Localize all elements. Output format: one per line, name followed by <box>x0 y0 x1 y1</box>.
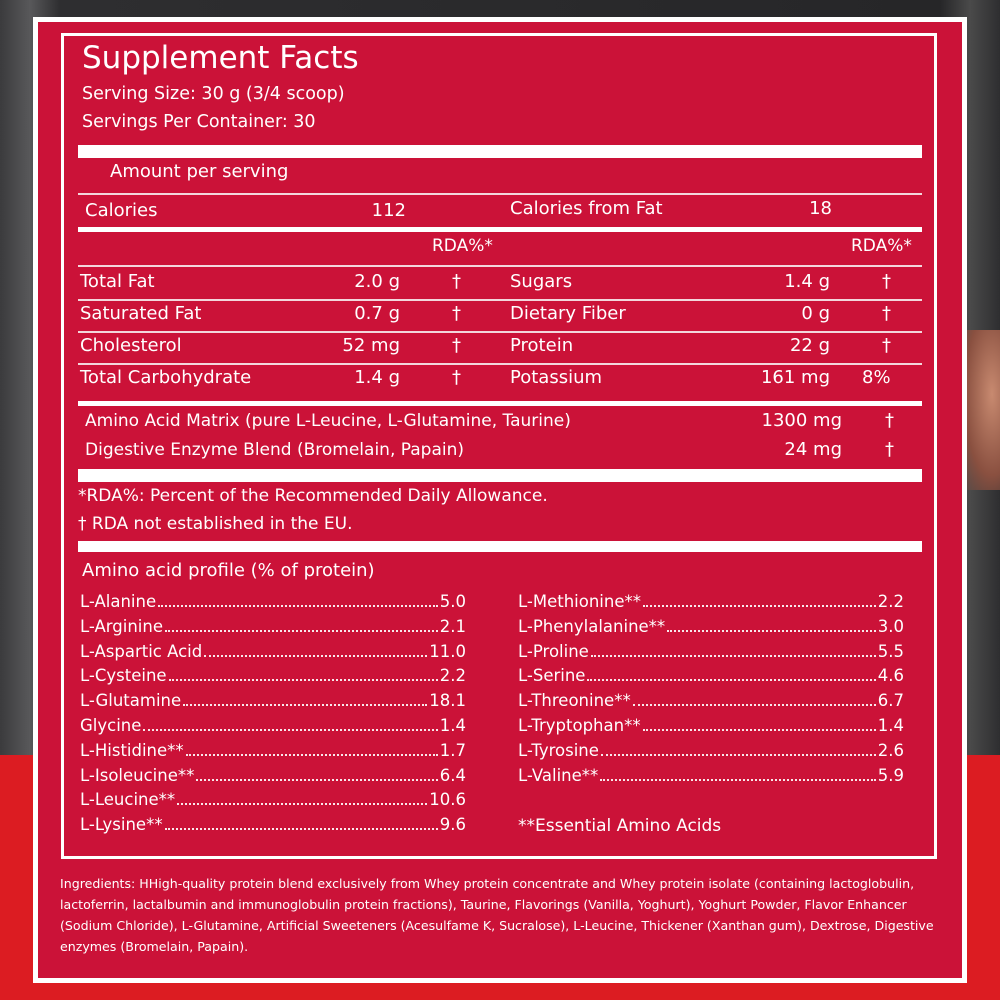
nutrient-rda: † <box>882 303 891 324</box>
nutrient-amount: 1.4 g <box>354 367 400 388</box>
amino-acid-name: L-Phenylalanine** <box>518 616 666 636</box>
dot-leader <box>591 645 876 657</box>
divider <box>78 363 922 365</box>
amino-acid-value: 6.4 <box>439 765 466 785</box>
footnote-rda: *RDA%: Percent of the Recommended Daily Allowance. <box>78 486 548 506</box>
amino-acid-value: 1.7 <box>439 740 466 760</box>
serving-size: Serving Size: 30 g (3/4 scoop) <box>82 84 345 104</box>
rda-header-right: RDA%* <box>851 236 912 256</box>
amino-acid-row <box>80 790 466 809</box>
amino-acid-value: 5.5 <box>877 641 904 661</box>
amino-acid-name: L-Valine** <box>518 765 599 785</box>
nutrient-amount: 161 mg <box>760 367 830 388</box>
amino-acid-row <box>80 716 466 735</box>
supplement-facts-title: Supplement Facts <box>82 40 359 76</box>
amino-acid-row <box>80 617 466 636</box>
dot-leader <box>165 620 438 632</box>
amino-acid-value: 2.2 <box>877 592 904 611</box>
amino-acid-row <box>518 741 904 760</box>
amino-acid-name: L-Tryptophan** <box>518 716 641 735</box>
amount-per-serving: Amount per serving <box>110 161 289 182</box>
amino-acid-value: 10.6 <box>429 790 466 810</box>
nutrient-amount: 1.4 g <box>784 271 830 292</box>
amino-acid-name: L-Methionine** <box>518 592 642 611</box>
amino-acid-value: 6.7 <box>877 691 904 711</box>
dot-leader <box>601 744 876 756</box>
amino-acid-row <box>80 766 466 785</box>
amino-acid-row <box>518 766 904 785</box>
amino-acid-value: 2.1 <box>439 616 466 636</box>
essential-amino-note: **Essential Amino Acids <box>518 816 722 836</box>
dot-leader <box>633 694 876 706</box>
divider <box>78 265 922 267</box>
dot-leader <box>183 694 427 706</box>
amino-acid-name: L-Proline <box>518 641 589 661</box>
amino-acid-row <box>518 666 904 685</box>
blend-amount: 24 mg <box>784 439 842 460</box>
divider <box>78 193 922 195</box>
amino-acid-value: 4.6 <box>877 666 904 686</box>
servings-per-container: Servings Per Container: 30 <box>82 112 316 132</box>
dot-leader <box>600 769 875 781</box>
nutrient-name: Dietary Fiber <box>510 303 626 324</box>
amino-acid-value: 9.6 <box>439 815 466 835</box>
dot-leader <box>587 669 875 681</box>
nutrient-name: Saturated Fat <box>80 303 202 324</box>
thick-divider <box>78 145 922 158</box>
dot-leader <box>169 669 438 681</box>
amino-acid-value: 1.4 <box>877 716 904 735</box>
amino-acid-name: L-Isoleucine** <box>80 765 195 785</box>
nutrient-rda: † <box>452 335 461 356</box>
nutrient-name: Cholesterol <box>80 335 182 356</box>
nutrient-rda: † <box>452 303 461 324</box>
divider <box>78 299 922 301</box>
calories-label: Calories <box>85 200 158 221</box>
dot-leader <box>196 769 437 781</box>
amino-acid-name: L-Arginine <box>80 616 163 636</box>
amino-acid-name: L-Aspartic Acid <box>80 641 203 661</box>
divider <box>78 227 922 232</box>
rda-header-left: RDA%* <box>432 236 493 256</box>
amino-acid-row <box>80 691 466 710</box>
dot-leader <box>143 719 437 731</box>
blend-rda: † <box>885 410 894 431</box>
amino-acid-value: 1.4 <box>439 716 466 735</box>
amino-acid-row <box>518 642 904 661</box>
footnote-dagger: † RDA not established in the EU. <box>78 514 353 534</box>
thick-divider <box>78 469 922 482</box>
amino-acid-value: 3.0 <box>877 616 904 636</box>
amino-acid-row <box>518 691 904 710</box>
amino-acid-row <box>80 666 466 685</box>
amino-acid-row <box>518 716 904 735</box>
amino-acid-row <box>80 592 466 611</box>
blend-rda: † <box>885 439 894 460</box>
amino-acid-name: L-Serine <box>518 666 586 686</box>
calories-value: 112 <box>371 200 406 221</box>
nutrient-rda: † <box>452 271 461 292</box>
nutrient-name: Sugars <box>510 271 573 292</box>
amino-acid-name: L-Alanine <box>80 592 157 611</box>
nutrient-rda: † <box>882 271 891 292</box>
dot-leader <box>158 595 438 607</box>
dot-leader <box>165 818 438 830</box>
thick-divider <box>78 541 922 552</box>
calories-from-fat-label: Calories from Fat <box>510 198 663 219</box>
amino-acid-name: L-Histidine** <box>80 740 184 760</box>
amino-acid-value: 18.1 <box>429 691 466 711</box>
dot-leader <box>204 645 427 657</box>
dot-leader <box>667 620 876 632</box>
amino-acid-row <box>80 741 466 760</box>
calories-from-fat-value: 18 <box>809 198 832 219</box>
amino-acid-name: L-Lysine** <box>80 815 163 835</box>
amino-acid-name: L-Cysteine <box>80 666 167 686</box>
nutrient-name: Total Fat <box>80 271 155 292</box>
amino-acid-row <box>80 642 466 661</box>
amino-acid-value: 5.0 <box>439 592 466 611</box>
nutrient-amount: 0.7 g <box>354 303 400 324</box>
amino-acid-name: L-Glutamine <box>80 691 182 711</box>
amino-acid-value: 2.6 <box>877 740 904 760</box>
nutrient-rda: 8% <box>862 367 891 388</box>
nutrient-amount: 22 g <box>789 335 830 356</box>
nutrient-name: Total Carbohydrate <box>80 367 252 388</box>
amino-acid-name: L-Tyrosine <box>518 740 599 760</box>
nutrient-name: Potassium <box>510 367 603 388</box>
dot-leader <box>177 793 427 805</box>
blend-name: Digestive Enzyme Blend (Bromelain, Papain) <box>85 440 464 460</box>
amino-acid-value: 2.2 <box>439 666 466 686</box>
divider <box>78 401 922 406</box>
blend-name: Amino Acid Matrix (pure L-Leucine, L-Glutamine, Taurine) <box>85 411 571 431</box>
amino-acid-name: Glycine <box>80 716 142 735</box>
amino-profile-title: Amino acid profile (% of protein) <box>82 560 375 581</box>
nutrient-amount: 52 mg <box>342 335 400 356</box>
amino-acid-name: L-Leucine** <box>80 790 176 810</box>
amino-acid-row <box>518 592 904 611</box>
amino-acid-row <box>80 815 466 834</box>
nutrient-rda: † <box>452 367 461 388</box>
dot-leader <box>643 595 876 607</box>
nutrient-amount: 2.0 g <box>354 271 400 292</box>
amino-acid-value: 5.9 <box>877 765 904 785</box>
blend-amount: 1300 mg <box>761 410 842 431</box>
divider <box>78 331 922 333</box>
nutrient-name: Protein <box>510 335 574 356</box>
ingredients-text: Ingredients: HHigh-quality protein blend exclusively from Whey protein concentrate and Whey protein isolate (containing lactoglobulin, lactoferrin, lactalbumin and immunoglobulin protein fractions), Taurine, Flavorings (Vanilla, Yoghurt), Yoghurt Powder, Flavor Enhancer (Sodium Chloride), L-Glutamine, Artificial Sweeteners (Acesulfame K, Sucralose), L-Leucine, Thickener (Xanthan gum), Dextrose, Digestive enzymes (Bromelain, Papain). <box>60 876 934 954</box>
amino-acid-name: L-Threonine** <box>518 691 631 711</box>
dot-leader <box>643 719 876 731</box>
amino-acid-row <box>518 617 904 636</box>
amino-acid-value: 11.0 <box>429 641 466 661</box>
nutrient-rda: † <box>882 335 891 356</box>
dot-leader <box>186 744 438 756</box>
nutrient-amount: 0 g <box>801 303 830 324</box>
